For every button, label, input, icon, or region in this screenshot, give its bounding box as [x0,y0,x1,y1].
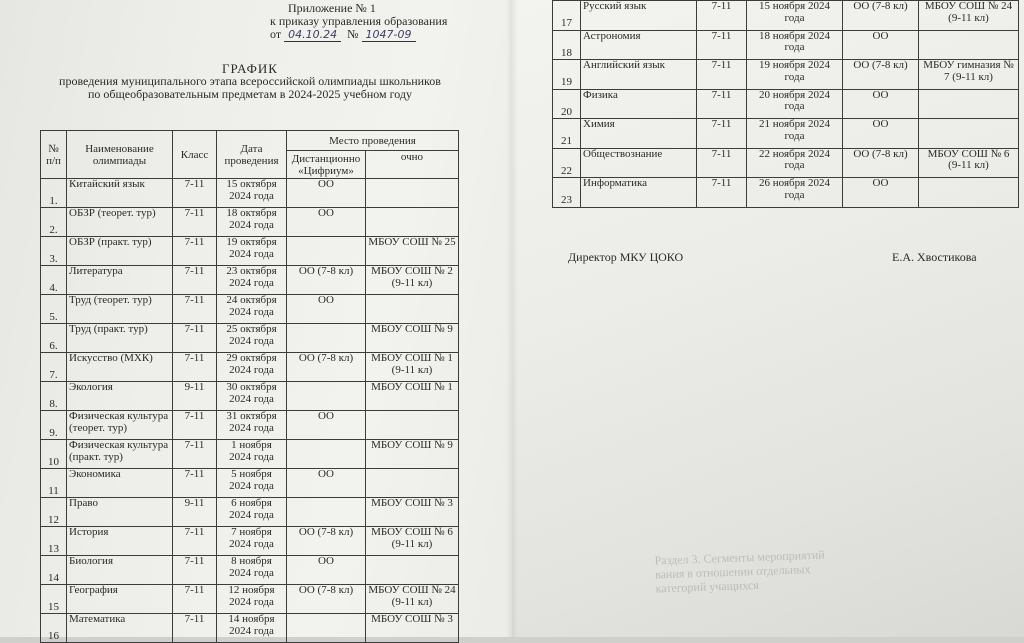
olympiad-name: Труд (практ. тур) [67,324,173,353]
event-date: 25 октября 2024 года [217,324,287,353]
olympiad-name: Информатика [581,178,697,208]
row-number: 21 [553,119,581,149]
page-fold [506,0,518,637]
remote-venue: ОО [287,469,366,498]
remote-venue: ОО [287,411,366,440]
grade-range: 7-11 [173,179,217,208]
olympiad-name: Физика [581,89,697,119]
remote-venue [287,614,366,643]
table-row [41,208,459,237]
table-row [41,266,459,295]
grade-range: 7-11 [173,295,217,324]
schedule-table-left [40,130,459,643]
inperson-venue: МБОУ СОШ № 2 (9-11 кл) [366,266,459,295]
remote-venue: ОО (7-8 кл) [287,353,366,382]
event-date: 7 ноября 2024 года [217,527,287,556]
header-grade: Класс [173,131,217,179]
grade-range: 7-11 [173,556,217,585]
inperson-venue [919,178,1019,208]
inperson-venue: МБОУ СОШ № 6 (9-11 кл) [366,527,459,556]
olympiad-name: ОБЗР (теорет. тур) [67,208,173,237]
grade-range: 7-11 [173,527,217,556]
inperson-venue [366,556,459,585]
inperson-venue [919,89,1019,119]
event-date: 23 октября 2024 года [217,266,287,295]
remote-venue: ОО [843,178,919,208]
table-row [41,179,459,208]
olympiad-name: Право [67,498,173,527]
schedule-table-right [552,0,1019,208]
document-title [40,62,460,101]
grade-range: 9-11 [173,498,217,527]
event-date: 26 ноября 2024 года [747,178,843,208]
grade-range: 7-11 [697,30,747,60]
row-number: 6. [41,324,67,353]
order-date-line [270,28,470,42]
grade-range: 7-11 [173,440,217,469]
grade-range: 9-11 [173,382,217,411]
grade-range: 7-11 [697,60,747,90]
remote-venue: ОО (7-8 кл) [843,148,919,178]
grade-range: 7-11 [173,353,217,382]
inperson-venue: МБОУ СОШ № 9 [366,440,459,469]
olympiad-name: Литература [67,266,173,295]
event-date: 14 ноября 2024 года [217,614,287,643]
olympiad-name: История [67,527,173,556]
inperson-venue: МБОУ СОШ № 24 (9-11 кл) [919,1,1019,31]
inperson-venue: МБОУ СОШ № 6 (9-11 кл) [919,148,1019,178]
olympiad-name: География [67,585,173,614]
table-row [553,30,1019,60]
grade-range: 7-11 [173,237,217,266]
row-number: 4. [41,266,67,295]
olympiad-name: Экономика [67,469,173,498]
olympiad-name: Физическая культура (практ. тур) [67,440,173,469]
grade-range: 7-11 [173,266,217,295]
olympiad-name: Физическая культура (теорет. тур) [67,411,173,440]
remote-venue: ОО [843,89,919,119]
remote-venue [287,382,366,411]
row-number: 18 [553,30,581,60]
table-row [41,556,459,585]
director-label: Директор МКУ ЦОКО [568,250,684,264]
inperson-venue [366,469,459,498]
inperson-venue [366,295,459,324]
title-subtitle-2: по общеобразовательным предметам в 2024-2025 учебном году [87,87,413,101]
bleed-through-text [654,547,855,596]
row-number: 12 [41,498,67,527]
row-number: 19 [553,60,581,90]
event-date: 6 ноября 2024 года [217,498,287,527]
row-number: 20 [553,89,581,119]
inperson-venue: МБОУ СОШ № 25 [366,237,459,266]
grade-range: 7-11 [173,411,217,440]
olympiad-name: Математика [67,614,173,643]
appendix-header [270,2,470,42]
inperson-venue [366,208,459,237]
remote-venue [287,498,366,527]
order-number: 1047-09 [362,28,416,42]
table-row [553,178,1019,208]
remote-venue: ОО (7-8 кл) [287,585,366,614]
olympiad-name: Русский язык [581,1,697,31]
table-row [41,585,459,614]
remote-venue: ОО [843,119,919,149]
event-date: 22 ноября 2024 года [747,148,843,178]
remote-venue: ОО [287,295,366,324]
header-inperson: очно [366,151,459,179]
event-date: 20 ноября 2024 года [747,89,843,119]
event-date: 15 ноября 2024 года [747,1,843,31]
remote-venue: ОО (7-8 кл) [843,60,919,90]
event-date: 31 октября 2024 года [217,411,287,440]
header-name: Наименование олимпиады [67,131,173,179]
remote-venue [287,440,366,469]
olympiad-name: Английский язык [581,60,697,90]
row-number: 15 [41,585,67,614]
row-number: 3. [41,237,67,266]
row-number: 10 [41,440,67,469]
olympiad-name: Китайский язык [67,179,173,208]
table-row [41,237,459,266]
row-number: 1. [41,179,67,208]
table-row [41,614,459,643]
remote-venue: ОО (7-8 кл) [287,527,366,556]
grade-range: 7-11 [697,89,747,119]
grade-range: 7-11 [173,585,217,614]
olympiad-name: Биология [67,556,173,585]
inperson-venue: МБОУ гимназия № 7 (9-11 кл) [919,60,1019,90]
table-row [41,353,459,382]
remote-venue: ОО [287,179,366,208]
event-date: 30 октября 2024 года [217,382,287,411]
remote-venue: ОО [843,30,919,60]
inperson-venue: МБОУ СОШ № 3 [366,614,459,643]
table-row [41,324,459,353]
event-date: 12 ноября 2024 года [217,585,287,614]
row-number: 16 [41,614,67,643]
row-number: 11 [41,469,67,498]
event-date: 8 ноября 2024 года [217,556,287,585]
row-number: 5. [41,295,67,324]
event-date: 18 октября 2024 года [217,208,287,237]
row-number: 7. [41,353,67,382]
number-prefix: № [347,27,359,41]
grade-range: 7-11 [173,614,217,643]
olympiad-name: Экология [67,382,173,411]
remote-venue [287,324,366,353]
remote-venue: ОО [287,556,366,585]
olympiad-name: Астрономия [581,30,697,60]
grade-range: 7-11 [697,119,747,149]
event-date: 21 ноября 2024 года [747,119,843,149]
order-date: 04.10.24 [284,28,341,42]
grade-range: 7-11 [697,148,747,178]
grade-range: 7-11 [697,1,747,31]
table-row [41,469,459,498]
olympiad-name: Химия [581,119,697,149]
table-row [41,382,459,411]
bleed-line-2: вания в отношении отдельных [654,562,811,582]
table-row [553,119,1019,149]
table-row [41,440,459,469]
event-date: 19 ноября 2024 года [747,60,843,90]
inperson-venue: МБОУ СОШ № 9 [366,324,459,353]
date-prefix: от [270,27,282,41]
header-remote: Дистанционно «Цифриум» [287,151,366,179]
bleed-line-3: категорий учащихся [655,577,759,596]
inperson-venue: МБОУ СОШ № 24 (9-11 кл) [366,585,459,614]
event-date: 15 октября 2024 года [217,179,287,208]
inperson-venue: МБОУ СОШ № 3 [366,498,459,527]
table-row [553,89,1019,119]
olympiad-name: Искусство (МХК) [67,353,173,382]
table-row [41,295,459,324]
inperson-venue: МБОУ СОШ № 1 (9-11 кл) [366,353,459,382]
inperson-venue [366,179,459,208]
order-line: к приказу управления образования [270,14,448,28]
inperson-venue [919,30,1019,60]
row-number: 23 [553,178,581,208]
grade-range: 7-11 [173,208,217,237]
title-main: ГРАФИК [222,61,278,76]
table-row [553,1,1019,31]
event-date: 29 октября 2024 года [217,353,287,382]
row-number: 17 [553,1,581,31]
row-number: 22 [553,148,581,178]
row-number: 14 [41,556,67,585]
event-date: 18 ноября 2024 года [747,30,843,60]
header-num: № п/п [41,131,67,179]
remote-venue: ОО [287,208,366,237]
director-name: Е.А. Хвостикова [892,250,977,264]
inperson-venue [919,119,1019,149]
event-date: 24 октября 2024 года [217,295,287,324]
inperson-venue: МБОУ СОШ № 1 [366,382,459,411]
grade-range: 7-11 [173,324,217,353]
table-row [553,148,1019,178]
olympiad-name: ОБЗР (практ. тур) [67,237,173,266]
remote-venue: ОО (7-8 кл) [287,266,366,295]
table-row [41,498,459,527]
event-date: 19 октября 2024 года [217,237,287,266]
bleed-line-1: Раздел 3. Сегменты мероприятий [654,547,825,568]
row-number: 9. [41,411,67,440]
event-date: 1 ноября 2024 года [217,440,287,469]
olympiad-name: Труд (теорет. тур) [67,295,173,324]
header-date: Дата проведения [217,131,287,179]
olympiad-name: Обществознание [581,148,697,178]
event-date: 5 ноября 2024 года [217,469,287,498]
row-number: 2. [41,208,67,237]
inperson-venue [366,411,459,440]
remote-venue [287,237,366,266]
table-row [41,527,459,556]
row-number: 8. [41,382,67,411]
table-row [41,411,459,440]
remote-venue: ОО (7-8 кл) [843,1,919,31]
table-row [553,60,1019,90]
grade-range: 7-11 [173,469,217,498]
grade-range: 7-11 [697,178,747,208]
appendix-label: Приложение № 1 [288,1,376,15]
header-place: Место проведения [287,131,459,151]
title-subtitle-1: проведения муниципального этапа всероссийской олимпиады школьников [59,74,441,88]
row-number: 13 [41,527,67,556]
